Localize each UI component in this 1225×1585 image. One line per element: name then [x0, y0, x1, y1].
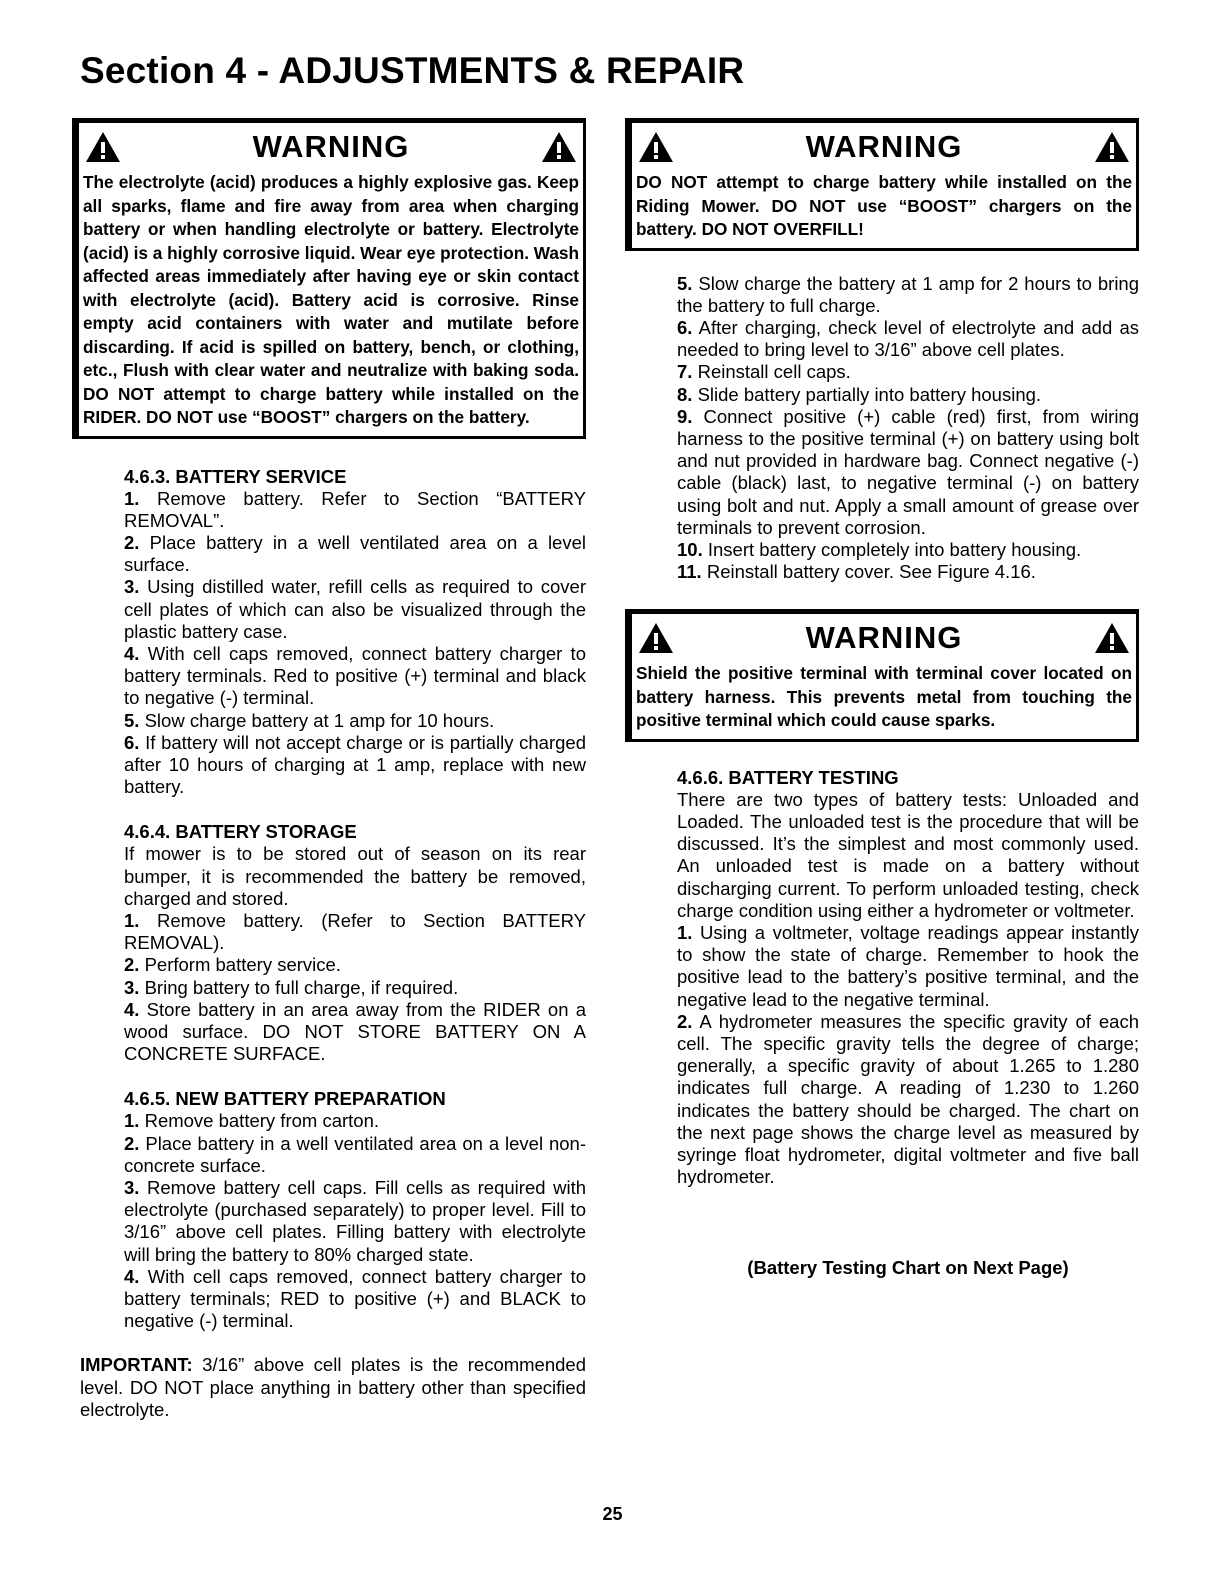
step: [124, 999, 586, 1066]
new-battery-prep-section: [72, 1087, 586, 1332]
step: [124, 910, 586, 954]
step-text: Bring battery to full charge, if required.: [144, 976, 459, 998]
step-number: 5.: [677, 272, 693, 294]
step-text: Slide battery partially into battery housing.: [697, 383, 1042, 405]
section-heading: 4.6.6. BATTERY TESTING: [677, 766, 899, 788]
step-number: 3.: [124, 576, 140, 598]
section-intro: There are two types of battery tests: Unloaded and Loaded. The unloaded test is the procedure that will be discussed. It’s the simplest and most commonly used. An unloaded test is made on a battery without discharging current. To perform unloaded testing, check charge condition using either a hydrometer or voltmeter.: [677, 788, 1139, 921]
warning-header: [636, 123, 1132, 171]
step-number: 1.: [677, 922, 693, 944]
right-column: [625, 118, 1139, 1279]
step-text: Slow charge battery at 1 amp for 10 hours.: [144, 709, 495, 731]
warning-triangle-icon: [541, 131, 577, 163]
step: [677, 922, 1139, 1011]
step-text: Reinstall battery cover. See Figure 4.16.: [706, 561, 1036, 583]
step-number: 2.: [124, 531, 140, 553]
step-number: 2.: [124, 954, 140, 976]
important-note: [72, 1354, 586, 1421]
step: [124, 1177, 586, 1266]
step-text: Using a voltmeter, voltage readings appear instantly to show the state of charge. Remember to hook the positive lead to the battery’s positive terminal, and the negative lead to the negative terminal.: [677, 922, 1139, 1010]
important-label: IMPORTANT:: [80, 1354, 193, 1376]
step: [124, 710, 586, 732]
step-text: Connect positive (+) cable (red) first, from wiring harness to the positive terminal (+) on battery using bolt and nut provided in hardware bag. Connect negative (-) cable (black) last, to negative terminal (-) on battery using bolt and nut. Apply a small amount of grease over terminals to prevent corrosion.: [677, 405, 1140, 538]
step-number: 4.: [124, 642, 140, 664]
battery-service-section: [72, 465, 586, 799]
step: [677, 273, 1139, 317]
battery-storage-section: [72, 820, 586, 1065]
step: [124, 576, 586, 643]
step-text: Store battery in an area away from the RIDER on a wood surface. DO NOT STORE BATTERY ON A CONCRETE SURFACE.: [124, 998, 587, 1065]
step-number: 1.: [124, 1110, 140, 1132]
step-text: If battery will not accept charge or is partially charged after 10 hours of charging at 1 amp, replace with new battery.: [124, 731, 586, 798]
step-text: With cell caps removed, connect battery charger to battery terminals. Red to positive (+) terminal and black to negative (-) terminal.: [124, 642, 586, 709]
step-number: 2.: [124, 1132, 140, 1154]
important-text: 3/16” above cell plates is the recommended level. DO NOT place anything in battery other than specified electrolyte.: [80, 1354, 586, 1420]
step: [677, 361, 1139, 383]
step-text: Place battery in a well ventilated area on a level surface.: [124, 531, 586, 576]
step-number: 5.: [124, 709, 140, 731]
step-text: With cell caps removed, connect battery charger to battery terminals; RED to positive (+) and BLACK to negative (-) terminal.: [124, 1265, 586, 1332]
step-text: Reinstall cell caps.: [697, 361, 851, 383]
step: [124, 488, 586, 532]
warning-header: [636, 614, 1132, 662]
chart-reference-note: (Battery Testing Chart on Next Page): [747, 1256, 1069, 1278]
step-number: 11.: [677, 561, 702, 583]
step-text: Remove battery cell caps. Fill cells as required with electrolyte (purchased separately) to proper level. Fill to 3/16” above cell plates. Filling battery with electrolyte will bring the battery to 80% charged state.: [124, 1176, 586, 1265]
step-number: 4.: [124, 998, 140, 1020]
step-text: Slow charge the battery at 1 amp for 2 hours to bring the battery to full charge.: [677, 272, 1140, 316]
step-text: Remove battery from carton.: [144, 1110, 379, 1132]
page-number: 25: [602, 1504, 623, 1524]
step-number: 10.: [677, 538, 703, 560]
warning-title: WARNING: [252, 129, 410, 164]
step: [677, 1011, 1139, 1189]
step-text: Perform battery service.: [144, 954, 341, 976]
step: [124, 977, 586, 999]
step: [124, 643, 586, 710]
step-text: Remove battery. (Refer to Section BATTERY REMOVAL).: [124, 909, 587, 954]
section-heading: 4.6.5. NEW BATTERY PREPARATION: [124, 1088, 446, 1110]
step-number: 9.: [677, 405, 693, 427]
section-heading: 4.6.4. BATTERY STORAGE: [124, 821, 357, 843]
step-number: 4.: [124, 1265, 140, 1287]
step: [124, 1133, 586, 1177]
warning-triangle-icon: [1094, 131, 1130, 163]
step-number: 1.: [124, 487, 140, 509]
step-number: 8.: [677, 383, 693, 405]
warning-triangle-icon: [638, 131, 674, 163]
continued-steps: [625, 273, 1139, 584]
step-number: 6.: [677, 316, 693, 338]
step: [677, 384, 1139, 406]
warning-box-electrolyte: [72, 118, 586, 439]
step-text: A hydrometer measures the specific gravity of each cell. The specific gravity tells the degree of charge; generally, a specific gravity of about 1.265 to 1.280 indicates full charge. A reading of 1.230 to 1.260 indicates the battery should be charged. The chart on the next page shows the charge level as measured by syringe float hydrometer, digital voltmeter and five ball hydrometer.: [677, 1010, 1139, 1188]
step-text: Place battery in a well ventilated area on a level non-concrete surface.: [124, 1132, 587, 1176]
warning-text: The electrolyte (acid) produces a highly explosive gas. Keep all sparks, flame and fire away from area when charging battery or when handling electrolyte or battery. Electrolyte (acid) is a highly corrosive liquid. Wear eye protection. Wash affected areas immediately after having eye or skin contact with electrolyte (acid). Battery acid is corrosive. Rinse empty acid containers with water and mutilate before discarding. If acid is spilled on battery, bench, or clothing, etc., Flush with clear water and neutralize with baking soda. DO NOT attempt to charge battery while installed on the RIDER. DO NOT use “BOOST” chargers on the battery.: [83, 172, 579, 427]
warning-title: WARNING: [805, 129, 963, 164]
step-number: 7.: [677, 361, 693, 383]
warning-header: [83, 123, 579, 171]
warning-text: DO NOT attempt to charge battery while installed on the Riding Mower. DO NOT use “BOOST” chargers on the battery. DO NOT OVERFILL!: [636, 172, 1132, 239]
warning-triangle-icon: [638, 622, 674, 654]
step: [677, 539, 1139, 561]
section-heading: 4.6.3. BATTERY SERVICE: [124, 465, 347, 487]
step: [124, 732, 586, 799]
warning-box-positive-terminal: [625, 609, 1139, 742]
step-text: Insert battery completely into battery housing.: [707, 538, 1082, 560]
step: [124, 954, 586, 976]
step-number: 3.: [124, 1176, 140, 1198]
warning-box-charging: [625, 118, 1139, 251]
step: [677, 317, 1139, 361]
warning-text: Shield the positive terminal with terminal cover located on battery harness. This prevents metal from touching the positive terminal which could cause sparks.: [636, 663, 1132, 731]
step-text: Using distilled water, refill cells as required to cover cell plates of which can also be visualized through the plastic battery case.: [124, 576, 587, 642]
page-title: Section 4 - ADJUSTMENTS & REPAIR: [80, 50, 745, 91]
step-number: 3.: [124, 976, 140, 998]
battery-testing-section: [625, 766, 1139, 1279]
step: [124, 532, 586, 576]
left-column: [72, 118, 586, 1421]
warning-triangle-icon: [85, 131, 121, 163]
warning-title: WARNING: [805, 620, 963, 656]
step: [124, 1266, 586, 1333]
step-number: 1.: [124, 909, 140, 931]
step-number: 6.: [124, 731, 140, 753]
step: [677, 406, 1139, 539]
step-text: After charging, check level of electrolyte and add as needed to bring level to 3/16” above cell plates.: [677, 316, 1139, 361]
step-number: 2.: [677, 1010, 693, 1032]
section-intro: If mower is to be stored out of season on its rear bumper, it is recommended the battery be removed, charged and stored.: [124, 843, 586, 909]
step: [677, 561, 1139, 583]
step: [124, 1110, 586, 1132]
warning-triangle-icon: [1094, 622, 1130, 654]
step-text: Remove battery. Refer to Section “BATTERY REMOVAL”.: [124, 487, 587, 531]
